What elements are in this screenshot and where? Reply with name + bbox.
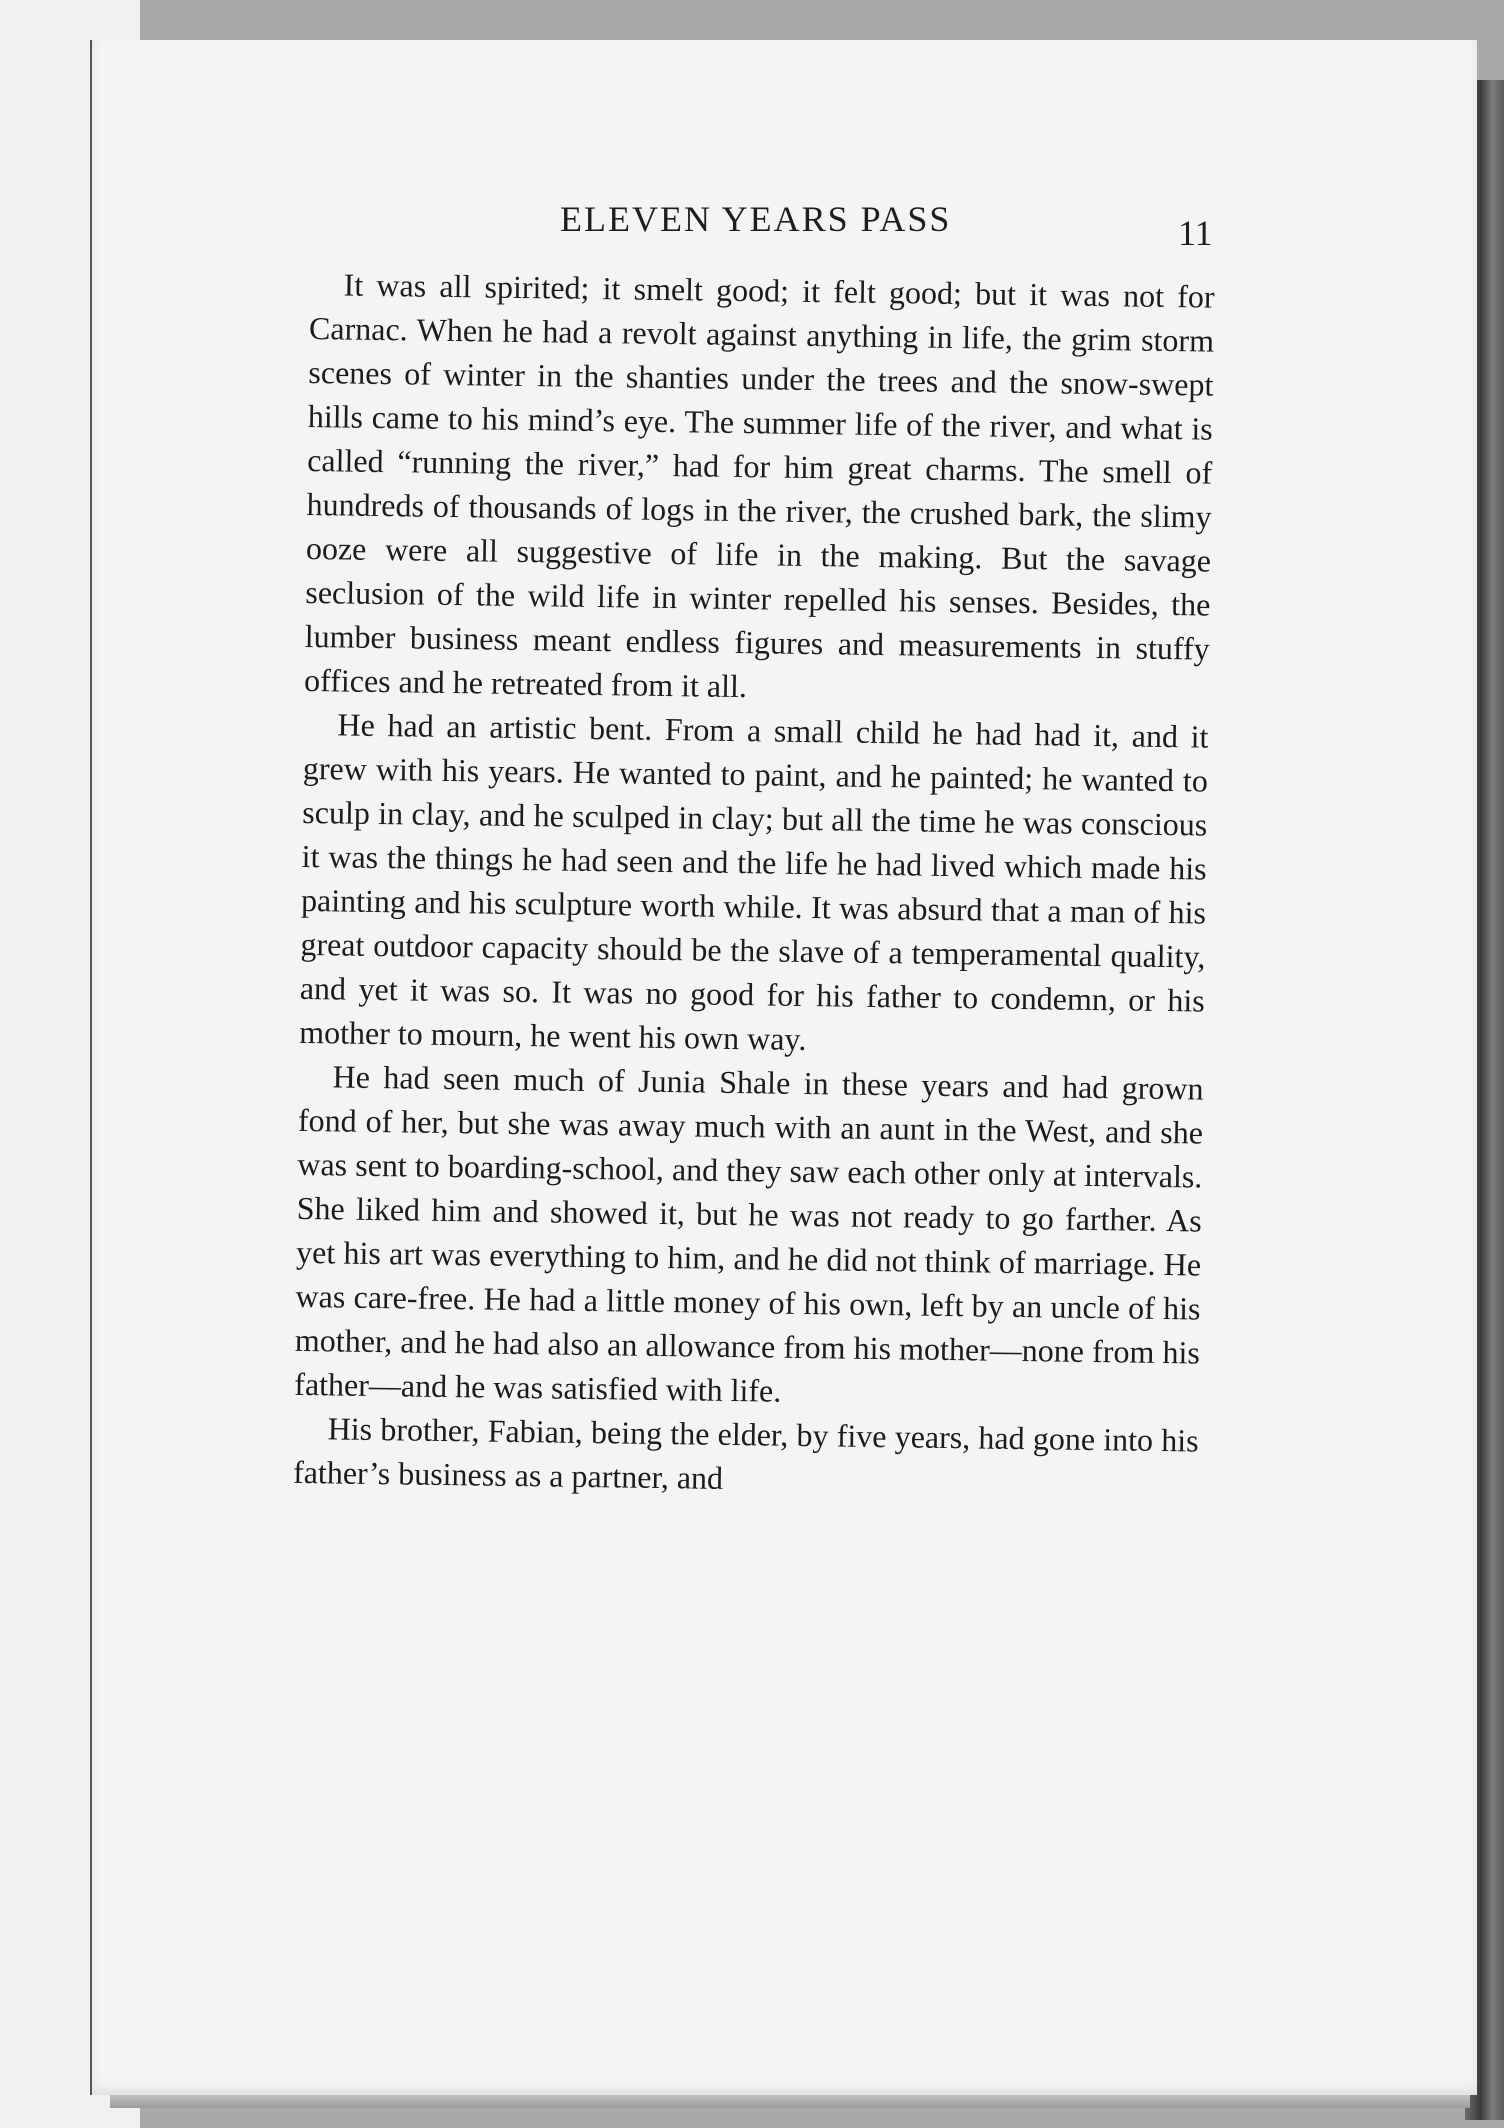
page-number: 11: [1178, 213, 1213, 253]
page-body: [293, 262, 1215, 1507]
running-title: ELEVEN YEARS PASS: [560, 199, 952, 239]
paragraph: He had seen much of Junia Shale in these years and had grown fond of her, but she was away much with an aunt in the West, and she was sent to boarding-school, and they saw each other only at intervals. She liked him and showed it, but he was not ready to go farther. As yet his art was everything to him, and he did not think of marriage. He was care-free. He had a little money of his own, left by an uncle of his mother, and he had also an allowance from his mother—none from his father—and he was satisfied with life.: [294, 1058, 1204, 1409]
paragraph: It was all spirited; it smelt good; it felt good; but it was not for Carnac. When he had a revolt against anything in life, the grim storm scenes of winter in the shanties under the trees and the snow-swept hills came to his mind’s eye. The summer life of the river, and what is called “running the river,” had for him great charms. The smell of hundreds of thousands of logs in the river, the crushed bark, the slimy ooze were all suggestive of life in the making. But the savage seclusion of the wild life in winter repelled his senses. Besides, the lumber business meant endless figures and measurements in stuffy offices and he retreated from it all.: [303, 266, 1215, 705]
paragraph: His brother, Fabian, being the elder, by five years, had gone into his father’s business as a partner, and: [292, 1410, 1199, 1496]
paragraph: He had an artistic bent. From a small child he had had it, and it grew with his years. He wanted to paint, and he painted; he wanted to sculp in clay, and he sculped in clay; but all the time he was conscious it was the things he had seen and the life he had lived which made his painting and his sculpture worth while. It was absurd that a man of his great outdoor capacity should be the slave of a temperamental quality, and yet it was so. It was no good for his father to condemn, or his mother to mourn, he went his own way.: [298, 706, 1209, 1058]
